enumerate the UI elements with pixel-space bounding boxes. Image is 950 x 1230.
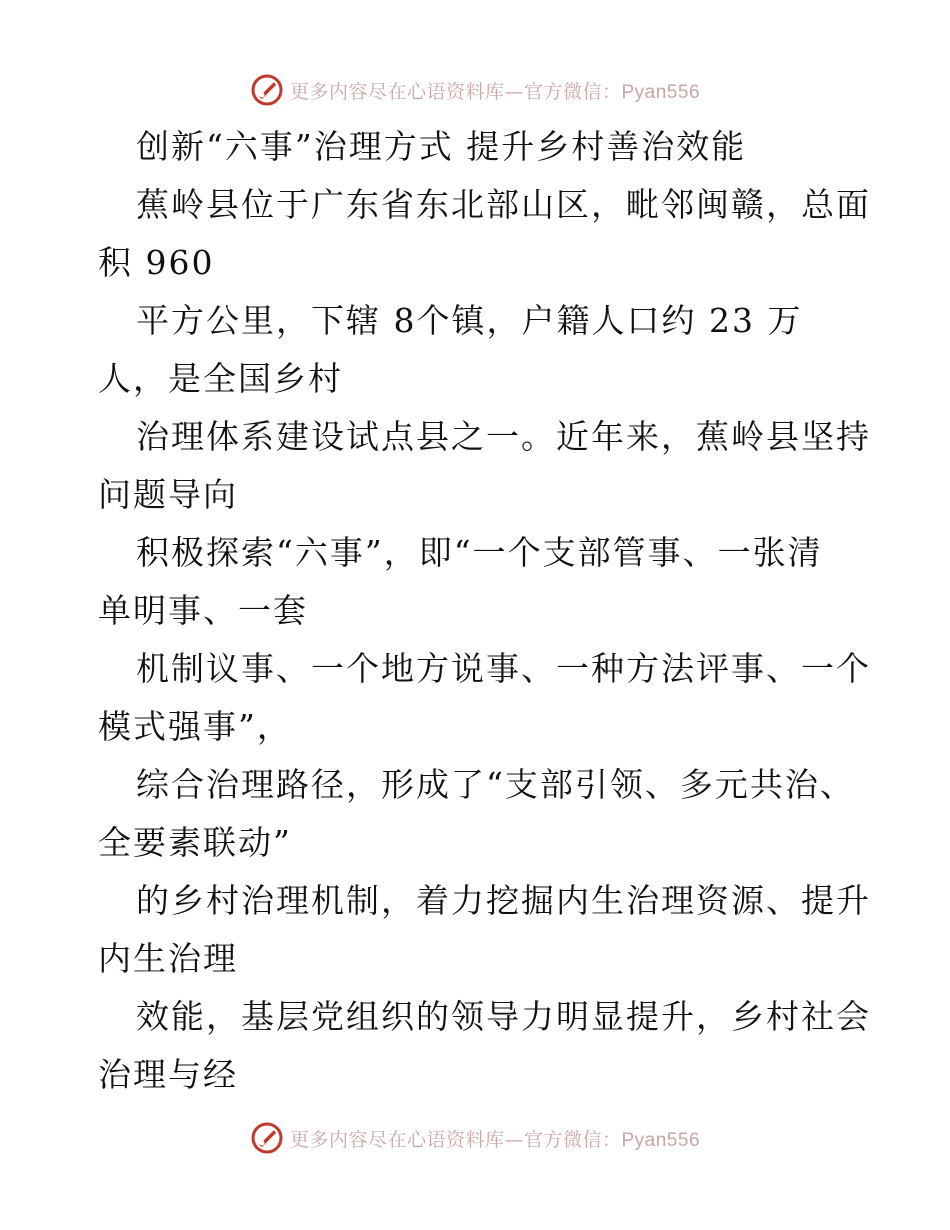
- text-line: 平方公里，下辖 8个镇，户籍人口约 23 万: [136, 301, 803, 340]
- text-line: 问题导向: [98, 475, 238, 514]
- text-line: 机制议事、一个地方说事、一种方法评事、一个: [136, 649, 871, 688]
- red-circle-quill-logo-icon: [250, 1121, 284, 1155]
- text-line: 治理与经: [98, 1055, 238, 1094]
- text-line: 内生治理: [98, 939, 238, 978]
- text-line: 综合治理路径，形成了“支部引领、多元共治、: [136, 765, 855, 804]
- text-line: 蕉岭县位于广东省东北部山区，毗邻闽赣，总面: [136, 185, 871, 224]
- watermark-text: 更多内容尽在心语资料库—官方微信：Pyan556: [289, 80, 701, 103]
- footer-watermark: [0, 1118, 950, 1158]
- header-watermark: [0, 70, 950, 110]
- text-line: 治理体系建设试点县之一。近年来，蕉岭县坚持: [136, 417, 871, 456]
- text-line: 创新“六事”治理方式 提升乡村善治效能: [136, 127, 747, 166]
- text-line: 积 960: [98, 243, 215, 282]
- text-line: 的乡村治理机制，着力挖掘内生治理资源、提升: [136, 881, 871, 920]
- watermark-id: Pyan556: [621, 1129, 701, 1151]
- text-line: 模式强事”，: [98, 707, 292, 746]
- text-line: 全要素联动”: [98, 823, 292, 862]
- text-line: 效能，基层党组织的领导力明显提升，乡村社会: [136, 997, 871, 1036]
- watermark-id: Pyan556: [621, 81, 701, 103]
- text-line: 人，是全国乡村: [98, 359, 343, 398]
- text-line: 积极探索“六事”，即“一个支部管事、一张清: [136, 533, 823, 572]
- watermark-text: 更多内容尽在心语资料库—官方微信：Pyan556: [289, 1128, 701, 1151]
- text-line: 单明事、一套: [98, 591, 308, 630]
- red-circle-quill-logo-icon: [250, 73, 284, 107]
- document-body: [98, 118, 871, 1104]
